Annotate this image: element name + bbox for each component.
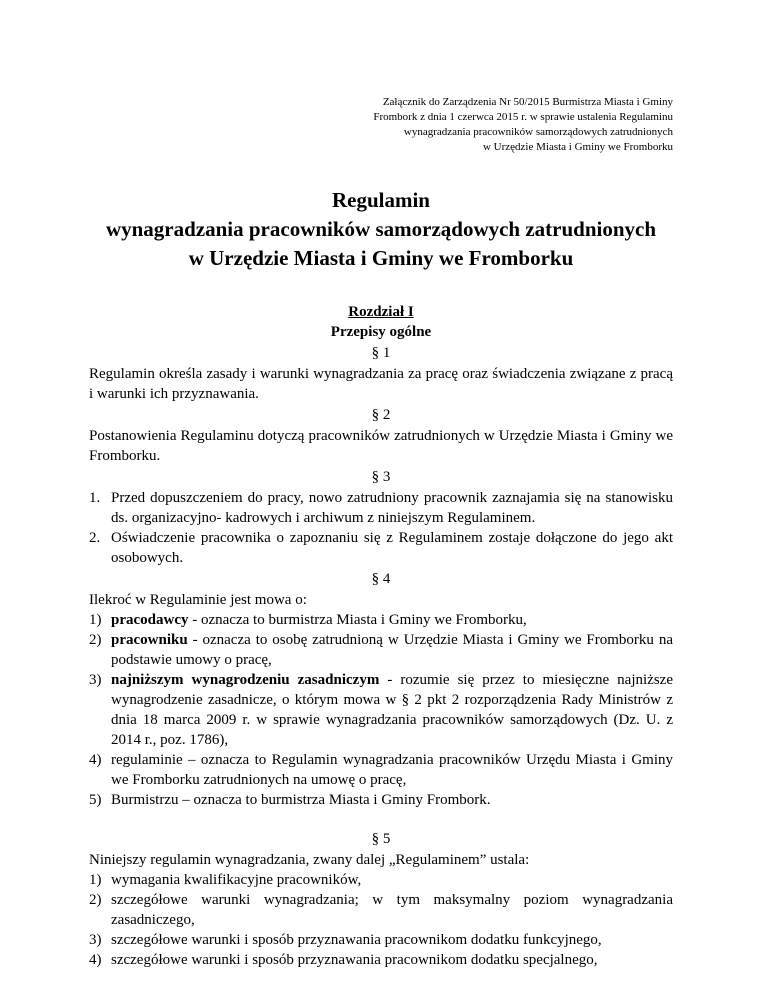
section-4-list bbox=[89, 610, 673, 810]
item-term: najniższym wynagrodzeniu zasadniczym bbox=[111, 672, 380, 688]
item-text: - oznacza to osobę zatrudnioną w Urzędzie Miasta i Gminy we Fromborku na podstawie umowy o pracę, bbox=[111, 632, 673, 668]
annex-note bbox=[89, 95, 673, 155]
section-mark: § 3 bbox=[371, 469, 391, 485]
list-item bbox=[89, 488, 673, 528]
item-number: 1) bbox=[89, 872, 102, 888]
item-text: regulaminie – oznacza to Regulamin wynagradzania pracowników Urzędu Miasta i Gminy we Fromborku zatrudnionych na umowę o pracę, bbox=[111, 752, 673, 788]
section-4-intro: Ilekroć w Regulaminie jest mowa o: bbox=[89, 592, 307, 608]
item-number: 2) bbox=[89, 892, 102, 908]
item-term: pracowniku bbox=[111, 632, 188, 648]
item-text: Oświadczenie pracownika o zapoznaniu się z Regulaminem zostaje dołączone do jego akt osobowych. bbox=[111, 530, 673, 566]
chapter-number: Rozdział I bbox=[348, 304, 414, 320]
list-item bbox=[89, 610, 673, 630]
item-number: 2) bbox=[89, 632, 102, 648]
chapter-heading bbox=[89, 302, 673, 342]
title-line: w Urzędzie Miasta i Gminy we Fromborku bbox=[188, 246, 574, 270]
list-item bbox=[89, 750, 673, 790]
item-term: pracodawcy bbox=[111, 612, 189, 628]
list-item bbox=[89, 528, 673, 568]
list-item bbox=[89, 950, 673, 970]
section-mark: § 2 bbox=[371, 407, 391, 423]
item-number: 2. bbox=[89, 530, 101, 546]
annex-line: wynagradzania pracowników samorządowych zatrudnionych bbox=[403, 126, 673, 138]
title-line: Regulamin bbox=[331, 188, 430, 212]
item-number: 1. bbox=[89, 490, 101, 506]
item-number: 5) bbox=[89, 792, 102, 808]
annex-line: Frombork z dnia 1 czerwca 2015 r. w sprawie ustalenia Regulaminu bbox=[373, 111, 673, 123]
item-text: - rozumie się przez to miesięczne najniższe wynagrodzenie zasadnicze, o którym mowa w § 2 pkt 2 rozporządzenia Rady Ministrów z dnia 18 marca 2009 r. w sprawie wynagradzania pracowników samorządowych (Dz. U. z 2014 r., poz. 1786), bbox=[111, 672, 673, 748]
section-mark: § 4 bbox=[371, 571, 391, 587]
section-5-list bbox=[89, 870, 673, 970]
list-item bbox=[89, 890, 673, 930]
section-5-intro: Niniejszy regulamin wynagradzania, zwany dalej „Regulaminem” ustala: bbox=[89, 852, 530, 868]
section-1-text: Regulamin określa zasady i warunki wynagradzania za pracę oraz świadczenia związane z pracą i warunki ich przyznawania. bbox=[89, 366, 673, 402]
list-item bbox=[89, 930, 673, 950]
item-text: szczegółowe warunki i sposób przyznawania pracownikom dodatku funkcyjnego, bbox=[111, 932, 602, 948]
item-text: Przed dopuszczeniem do pracy, nowo zatrudniony pracownik zaznajamia się na stanowisku ds. organizacyjno- kadrowych i archiwum z niniejszym Regulaminem. bbox=[111, 490, 673, 526]
item-text: wymagania kwalifikacyjne pracowników, bbox=[111, 872, 362, 888]
annex-line: Załącznik do Zarządzenia Nr 50/2015 Burmistrza Miasta i Gminy bbox=[382, 96, 673, 108]
chapter-name: Przepisy ogólne bbox=[330, 324, 432, 340]
item-text: szczegółowe warunki wynagradzania; w tym maksymalny poziom wynagradzania zasadniczego, bbox=[111, 892, 673, 928]
document-title bbox=[89, 186, 673, 273]
spacer bbox=[89, 810, 673, 828]
item-number: 3) bbox=[89, 672, 102, 688]
item-number: 4) bbox=[89, 952, 102, 968]
item-number: 4) bbox=[89, 752, 102, 768]
list-item bbox=[89, 870, 673, 890]
item-text: szczegółowe warunki i sposób przyznawania pracownikom dodatku specjalnego, bbox=[111, 952, 598, 968]
document-page bbox=[89, 0, 673, 970]
section-3-list bbox=[89, 488, 673, 568]
item-number: 1) bbox=[89, 612, 102, 628]
item-text: Burmistrzu – oznacza to burmistrza Miasta i Gminy Frombork. bbox=[111, 792, 491, 808]
list-item bbox=[89, 670, 673, 750]
section-mark: § 1 bbox=[371, 345, 391, 361]
item-number: 3) bbox=[89, 932, 102, 948]
section-2-text: Postanowienia Regulaminu dotyczą pracowników zatrudnionych w Urzędzie Miasta i Gminy we Fromborku. bbox=[89, 428, 673, 464]
title-line: wynagradzania pracowników samorządowych zatrudnionych bbox=[105, 217, 657, 241]
list-item bbox=[89, 790, 673, 810]
item-text: - oznacza to burmistrza Miasta i Gminy we Fromborku, bbox=[188, 612, 527, 628]
list-item bbox=[89, 630, 673, 670]
section-mark: § 5 bbox=[371, 831, 391, 847]
annex-line: w Urzędzie Miasta i Gminy we Fromborku bbox=[482, 141, 673, 153]
